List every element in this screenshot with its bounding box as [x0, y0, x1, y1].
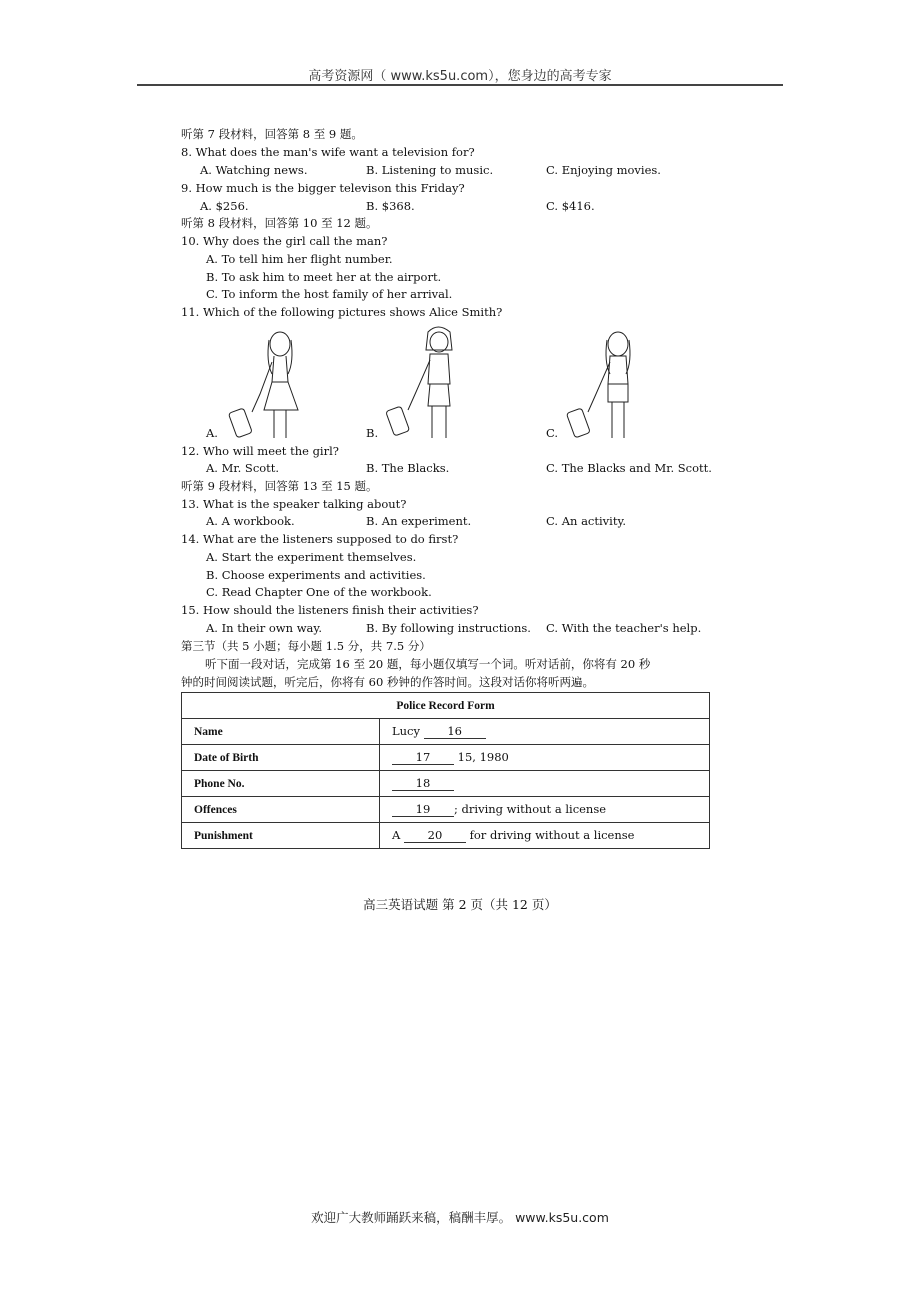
q15-option-c: C. With the teacher's help.: [546, 621, 702, 635]
section-9-instruction: 听第 9 段材料，回答第 13 至 15 题。: [181, 479, 378, 493]
q13-option-a: A. A workbook.: [206, 514, 295, 528]
question-10: 10. Why does the girl call the man?: [181, 234, 388, 248]
row-label: Name: [182, 719, 380, 745]
answer-blank-19[interactable]: 19: [392, 803, 454, 817]
picture-label-a: A.: [206, 426, 218, 440]
form-row-offences: [182, 797, 710, 823]
part-3-instruction-line1: 听下面一段对话，完成第 16 至 20 题，每小题仅填写一个词。听对话前，你将有 20 秒: [205, 657, 651, 671]
answer-blank-20[interactable]: 20: [404, 829, 466, 843]
part-3-title: 第三节（共 5 小题；每小题 1.5 分，共 7.5 分）: [181, 639, 431, 653]
police-record-form: [181, 692, 710, 849]
q13-option-b: B. An experiment.: [366, 514, 472, 528]
q8-option-c: C. Enjoying movies.: [546, 163, 661, 177]
part-3-instruction-line2: 钟的时间阅读试题，听完后，你将有 60 秒钟的作答时间。这段对话你将听两遍。: [181, 675, 594, 689]
q8-option-a: A. Watching news.: [200, 163, 308, 177]
bottom-banner: 欢迎广大教师踊跃来稿，稿酬丰厚。 www.ks5u.com: [311, 1210, 609, 1225]
question-12: 12. Who will meet the girl?: [181, 444, 339, 458]
q14-option-b: B. Choose experiments and activities.: [206, 568, 426, 582]
q12-option-c: C. The Blacks and Mr. Scott.: [546, 461, 712, 475]
site-header: 高考资源网（ www.ks5u.com），您身边的高考专家: [308, 69, 612, 84]
prefix-text: A: [392, 828, 401, 842]
row-label: Phone No.: [182, 771, 380, 797]
row-label: Date of Birth: [182, 745, 380, 771]
row-label: Offences: [182, 797, 380, 823]
girl-with-skirt-picture: [222, 322, 312, 442]
q10-option-a: A. To tell him her flight number.: [206, 252, 393, 266]
row-label: Punishment: [182, 823, 380, 849]
girl-with-shorts-picture: [560, 322, 650, 442]
q9-option-a: A. $256.: [200, 199, 249, 213]
q13-option-c: C. An activity.: [546, 514, 627, 528]
q12-option-b: B. The Blacks.: [366, 461, 450, 475]
suffix-text: for driving without a license: [469, 828, 635, 842]
girl-short-hair-picture: [380, 322, 470, 442]
prefix-text: Lucy: [392, 724, 420, 738]
page-footer: 高三英语试题 第 2 页（共 12 页）: [363, 897, 557, 912]
question-14: 14. What are the listeners supposed to do first?: [181, 532, 459, 546]
q8-option-b: B. Listening to music.: [366, 163, 494, 177]
form-row-name: [182, 719, 710, 745]
q12-option-a: A. Mr. Scott.: [206, 461, 280, 475]
section-8-instruction: 听第 8 段材料，回答第 10 至 12 题。: [181, 216, 378, 230]
answer-blank-17[interactable]: 17: [392, 751, 454, 765]
question-13: 13. What is the speaker talking about?: [181, 497, 407, 511]
q9-option-c: C. $416.: [546, 199, 595, 213]
answer-blank-18[interactable]: 18: [392, 777, 454, 791]
picture-label-b: B.: [366, 426, 379, 440]
question-9: 9. How much is the bigger televison this Friday?: [181, 181, 465, 195]
q15-option-b: B. By following instructions.: [366, 621, 531, 635]
question-11: 11. Which of the following pictures shows Alice Smith?: [181, 305, 503, 319]
question-15: 15. How should the listeners finish their activities?: [181, 603, 479, 617]
q10-option-b: B. To ask him to meet her at the airport.: [206, 270, 442, 284]
q9-option-b: B. $368.: [366, 199, 415, 213]
form-row-date-of-birth: [182, 745, 710, 771]
q15-option-a: A. In their own way.: [206, 621, 323, 635]
section-7-instruction: 听第 7 段材料，回答第 8 至 9 题。: [181, 127, 363, 141]
q10-option-c: C. To inform the host family of her arrival.: [206, 287, 453, 301]
form-title: Police Record Form: [182, 693, 710, 719]
picture-label-c: C.: [546, 426, 559, 440]
q14-option-a: A. Start the experiment themselves.: [206, 550, 417, 564]
header-rule: [137, 84, 783, 86]
form-row-phone: [182, 771, 710, 797]
answer-blank-16[interactable]: 16: [424, 725, 486, 739]
q14-option-c: C. Read Chapter One of the workbook.: [206, 585, 432, 599]
suffix-text: 15, 1980: [457, 750, 509, 764]
question-8: 8. What does the man's wife want a television for?: [181, 145, 475, 159]
suffix-text: ; driving without a license: [454, 802, 607, 816]
form-row-punishment: [182, 823, 710, 849]
